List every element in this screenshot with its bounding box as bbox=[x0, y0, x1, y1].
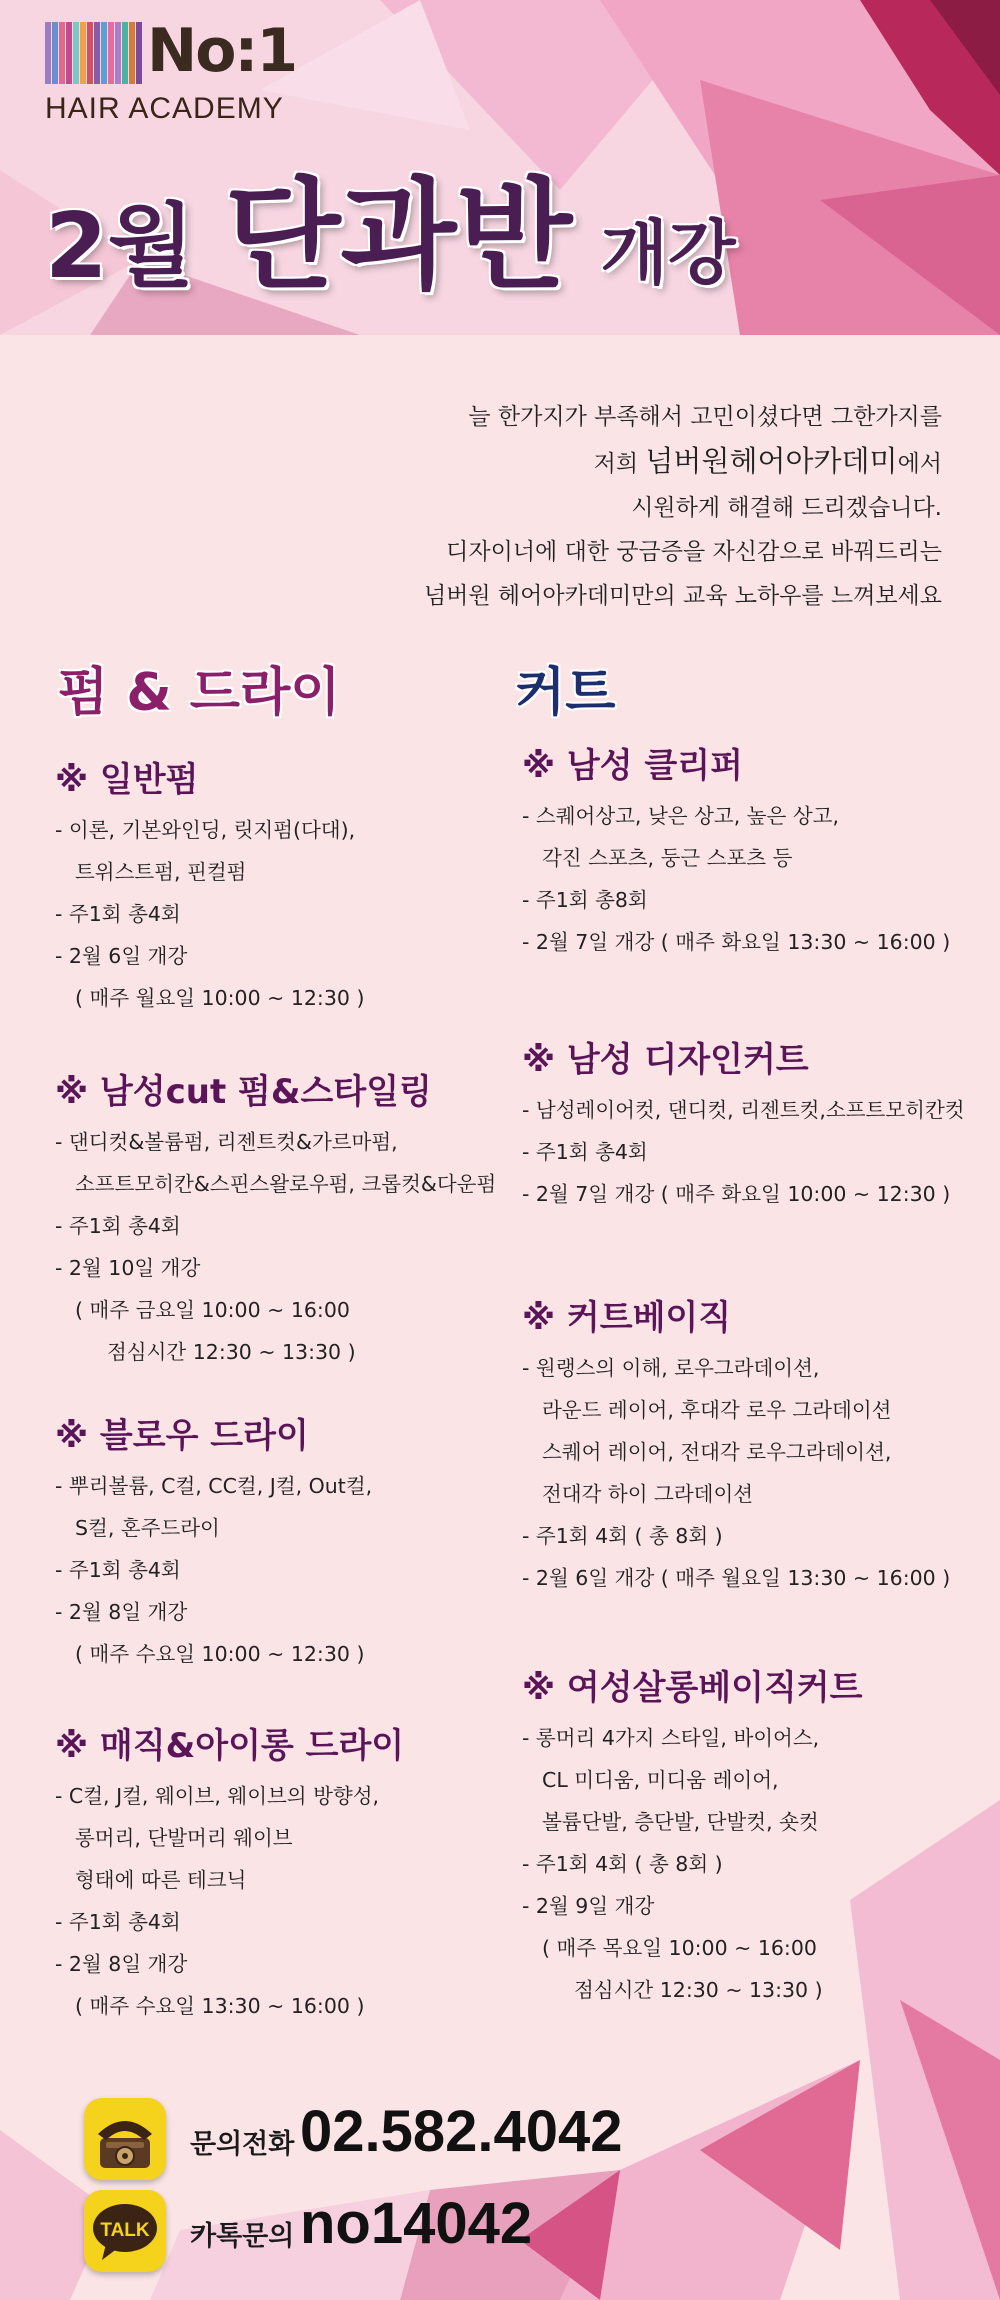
logo-stripe bbox=[73, 22, 79, 84]
course-line: - 주1회 총4회 bbox=[55, 1558, 181, 1582]
course-blow-dry bbox=[55, 1408, 372, 1675]
course-women-salon-basic-cut bbox=[522, 1660, 863, 2011]
logo-stripe bbox=[59, 22, 65, 84]
course-line: 볼륨단발, 층단발, 단발컷, 숏컷 bbox=[542, 1810, 819, 1834]
intro-line: 넘버원 헤어아카데미만의 교육 노하우를 느껴보세요 bbox=[423, 583, 942, 609]
course-line: - 뿌리볼륨, C컬, CC컬, J컬, Out컬, bbox=[55, 1474, 373, 1498]
logo-stripe bbox=[66, 22, 72, 84]
course-schedule: ( 매주 금요일 10:00 ~ 16:00 bbox=[75, 1298, 350, 1322]
course-line: 소프트모히칸&스핀스왈로우펌, 크롭컷&다운펌 bbox=[75, 1172, 497, 1196]
intro-line: 디자이너에 대한 궁금증을 자신감으로 바꿔드리는 bbox=[446, 539, 942, 565]
page-title bbox=[45, 140, 736, 306]
course-line: - 주1회 총4회 bbox=[55, 1214, 181, 1238]
course-schedule: ( 매주 월요일 10:00 ~ 12:30 ) bbox=[75, 986, 365, 1010]
course-line: - 주1회 4회 ( 총 8회 ) bbox=[522, 1524, 723, 1548]
course-magic-iron-dry bbox=[55, 1718, 404, 2027]
course-schedule: - 2월 7일 개강 ( 매주 화요일 13:30 ~ 16:00 ) bbox=[522, 930, 951, 954]
title-month: 2월 bbox=[45, 194, 195, 299]
course-lunch-time: 점심시간 12:30 ~ 13:30 ) bbox=[107, 1340, 356, 1364]
course-line: - 원랭스의 이해, 로우그라데이션, bbox=[522, 1356, 820, 1380]
course-line: - 주1회 총4회 bbox=[55, 902, 181, 926]
intro-text-fragment: 저희 bbox=[593, 451, 646, 477]
course-line: - 2월 6일 개강 bbox=[55, 944, 188, 968]
course-line: 스퀘어 레이어, 전대각 로우그라데이션, bbox=[542, 1440, 892, 1464]
logo-stripe bbox=[94, 22, 100, 84]
phone-number[interactable]: 02.582.4042 bbox=[300, 2099, 623, 2164]
logo-stripe bbox=[87, 22, 93, 84]
intro-line: 시원하게 해결해 드리겠습니다. bbox=[631, 495, 942, 521]
course-heading: ※ 남성 디자인커트 bbox=[522, 1040, 809, 1080]
course-men-design-cut bbox=[522, 1032, 965, 1215]
logo-stripe bbox=[136, 22, 142, 84]
course-heading: ※ 매직&아이롱 드라이 bbox=[55, 1726, 405, 1766]
course-heading: ※ 남성 클리퍼 bbox=[522, 746, 743, 786]
title-main: 단과반 bbox=[224, 167, 573, 306]
logo-stripe bbox=[129, 22, 135, 84]
kakao-id[interactable]: no14042 bbox=[300, 2191, 533, 2256]
logo-subtitle: HAIR ACADEMY bbox=[45, 92, 284, 125]
course-general-perm bbox=[55, 752, 364, 1019]
logo-stripe bbox=[80, 22, 86, 84]
course-line: - 주1회 총8회 bbox=[522, 888, 648, 912]
kakao-icon-text: TALK bbox=[100, 2220, 150, 2241]
logo-stripe bbox=[101, 22, 107, 84]
course-men-clipper bbox=[522, 738, 950, 963]
course-heading: ※ 일반펌 bbox=[55, 760, 199, 800]
logo-stripe bbox=[52, 22, 58, 84]
course-line: - 주1회 4회 ( 총 8회 ) bbox=[522, 1852, 723, 1876]
intro-line bbox=[182, 439, 942, 486]
logo-stripe bbox=[45, 22, 51, 84]
logo-mark: No:1 bbox=[147, 16, 297, 86]
course-schedule: ( 매주 수요일 10:00 ~ 12:30 ) bbox=[75, 1642, 365, 1666]
logo-stripe bbox=[108, 22, 114, 84]
course-heading: ※ 블로우 드라이 bbox=[55, 1416, 309, 1456]
cut-column-title: 커트 bbox=[515, 663, 616, 723]
perm-dry-column-title: 펌 & 드라이 bbox=[58, 663, 341, 723]
course-line: - 주1회 총4회 bbox=[522, 1140, 648, 1164]
course-line: - 이론, 기본와인딩, 릿지펌(다대), bbox=[55, 818, 356, 842]
course-heading: ※ 여성살롱베이직커트 bbox=[522, 1668, 863, 1708]
phone-label: 문의전화 bbox=[190, 2129, 295, 2160]
course-line: - 남성레이어컷, 댄디컷, 리젠트컷,소프트모히칸컷 bbox=[522, 1098, 965, 1122]
kakaotalk-icon bbox=[84, 2190, 166, 2272]
course-line: 형태에 따른 테크닉 bbox=[75, 1868, 247, 1892]
kakao-label: 카톡문의 bbox=[190, 2221, 295, 2252]
course-lunch-time: 점심시간 12:30 ~ 13:30 ) bbox=[574, 1978, 823, 2002]
intro-brand: 넘버원헤어아카데미 bbox=[645, 444, 898, 478]
course-heading: ※ 남성cut 펌&스타일링 bbox=[55, 1072, 432, 1112]
course-schedule: - 2월 6일 개강 ( 매주 월요일 13:30 ~ 16:00 ) bbox=[522, 1566, 951, 1590]
course-line: CL 미디움, 미디움 레이어, bbox=[542, 1768, 779, 1792]
course-line: 트위스트펌, 핀컬펌 bbox=[75, 860, 247, 884]
course-heading: ※ 커트베이직 bbox=[522, 1298, 732, 1338]
course-line: - 스퀘어상고, 낮은 상고, 높은 상고, bbox=[522, 804, 839, 828]
course-line: S컬, 혼주드라이 bbox=[75, 1516, 220, 1540]
course-line: - 2월 9일 개강 bbox=[522, 1894, 655, 1918]
course-schedule: - 2월 7일 개강 ( 매주 화요일 10:00 ~ 12:30 ) bbox=[522, 1182, 951, 1206]
course-line: - 2월 8일 개강 bbox=[55, 1952, 188, 1976]
course-men-cut-perm-styling bbox=[55, 1064, 496, 1373]
course-line: - C컬, J컬, 웨이브, 웨이브의 방향성, bbox=[55, 1784, 380, 1808]
course-schedule: ( 매주 목요일 10:00 ~ 16:00 bbox=[542, 1936, 817, 1960]
course-line: - 롱머리 4가지 스타일, 바이어스, bbox=[522, 1726, 820, 1750]
telephone-icon bbox=[84, 2098, 166, 2180]
course-line: - 2월 8일 개강 bbox=[55, 1600, 188, 1624]
course-cut-basic bbox=[522, 1290, 950, 1599]
course-line: - 2월 10일 개강 bbox=[55, 1256, 201, 1280]
course-line: - 댄디컷&볼륨펌, 리젠트컷&가르마펌, bbox=[55, 1130, 398, 1154]
title-open: 개강 bbox=[600, 212, 736, 294]
course-line: 각진 스포츠, 둥근 스포츠 등 bbox=[542, 846, 793, 870]
logo-stripes bbox=[45, 22, 145, 84]
course-schedule: ( 매주 수요일 13:30 ~ 16:00 ) bbox=[75, 1994, 365, 2018]
logo-stripe bbox=[122, 22, 128, 84]
logo-stripe bbox=[115, 22, 121, 84]
course-line: 전대각 하이 그라데이션 bbox=[542, 1482, 754, 1506]
course-line: 롱머리, 단발머리 웨이브 bbox=[75, 1826, 293, 1850]
intro-line: 늘 한가지가 부족해서 고민이셨다면 그한가지를 bbox=[468, 404, 942, 430]
course-line: 라운드 레이어, 후대각 로우 그라데이션 bbox=[542, 1398, 892, 1422]
intro-text-fragment: 에서 bbox=[897, 451, 942, 477]
academy-logo bbox=[45, 16, 335, 132]
course-line: - 주1회 총4회 bbox=[55, 1910, 181, 1934]
intro-text bbox=[182, 395, 942, 618]
